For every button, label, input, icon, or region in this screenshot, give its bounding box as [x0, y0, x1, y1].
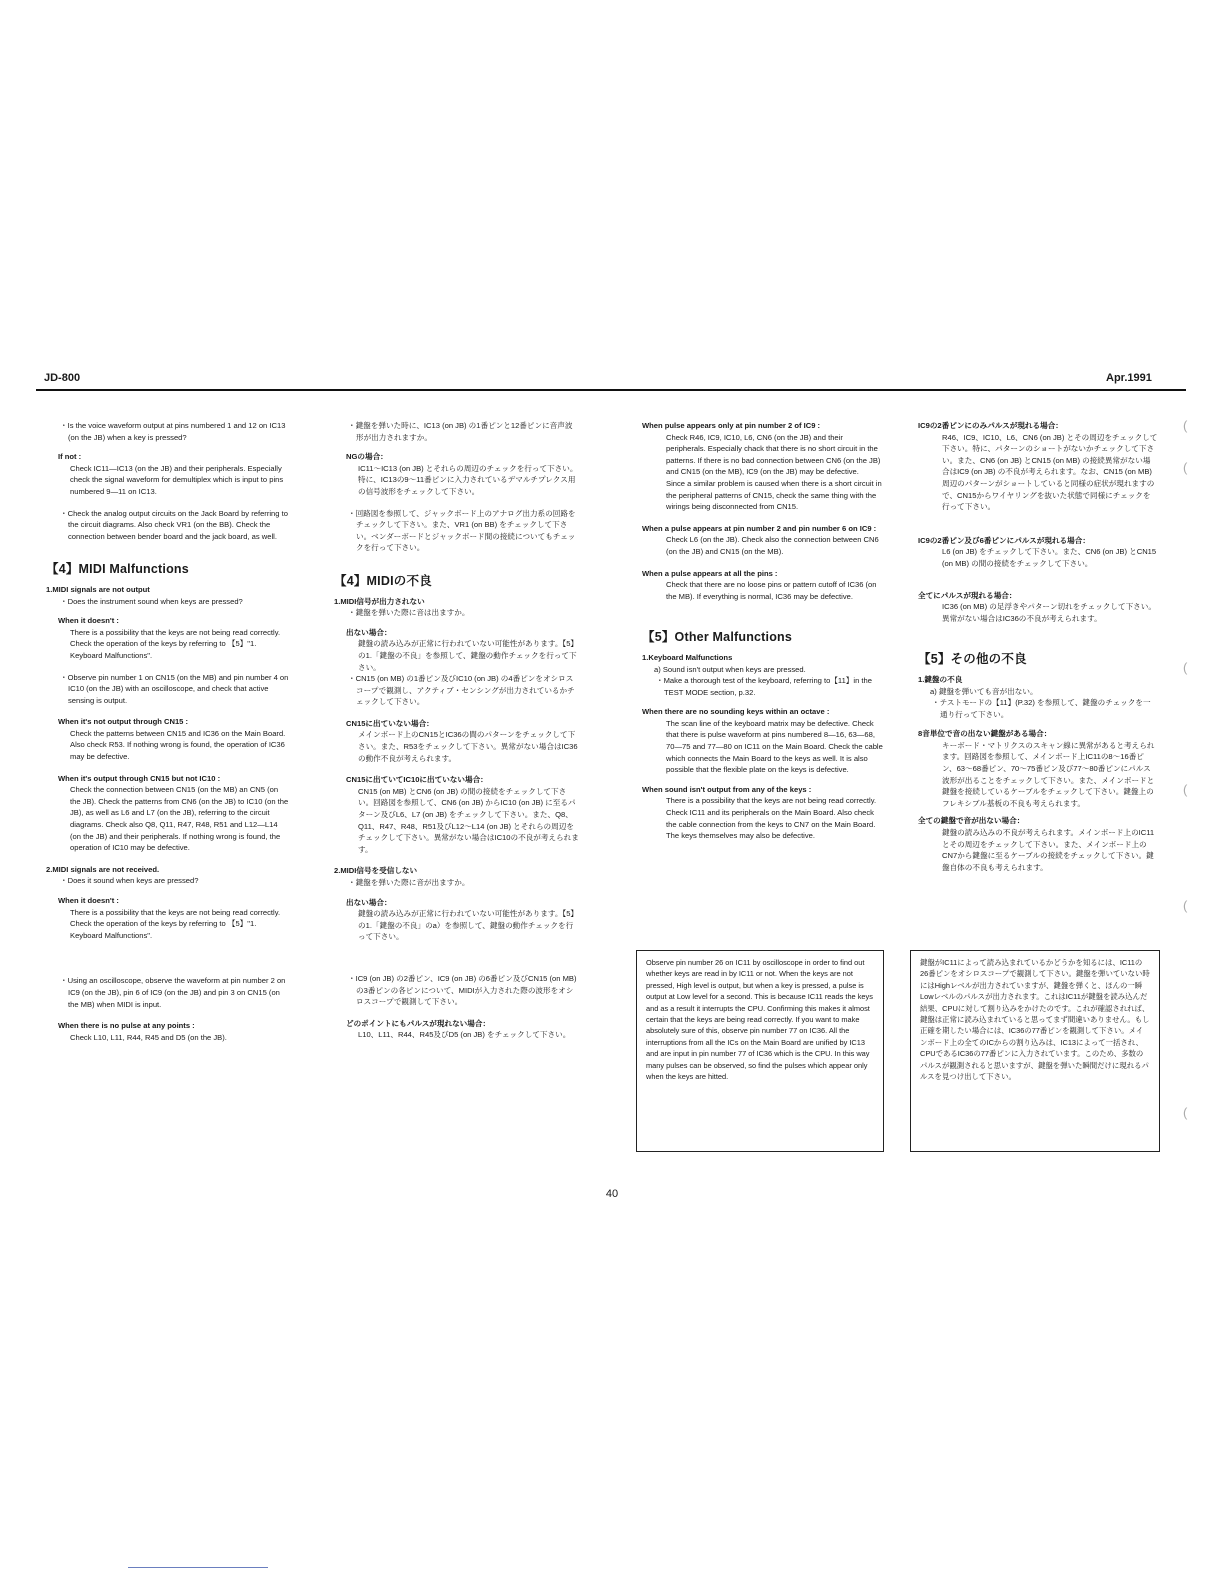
output-cn15-not-ic10-text-jp: CN15 (on MB) とCN6 (on JB) の間の接続をチェックして下さい。回路図を参照して、CN6 (on JB) からIC10 (on JB) に至るパターン及びL6、L7 (on JB) をチェックして下さい。また、Q8、Q11、R47、R48、R51及びL12〜L14 (on JB) とそれらの周辺をチェックして下さい。異常がない場合はIC10の不良が考えられます。 — [358, 786, 579, 854]
section-title-midi-jp: 【4】MIDIの不良 — [334, 573, 432, 588]
midi-not-received-title-jp: 2.MIDI信号を受信しない — [334, 866, 418, 876]
observe-pin-text-jp: ・CN15 (on MB) の1番ピン及びIC10 (on JB) の4番ピンをオシロスコープで観測し、アクティブ・センシングが出力されているかチェックして下さい。 — [348, 674, 575, 707]
keyboard-malfunctions-title: 1.Keyboard Malfunctions — [642, 652, 733, 662]
check-analog-output-jp: ・回路図を参照して、ジャックボード上のアナログ出力系の回路をチェックして下さい。また、VR1 (on BB) をチェックして下さい。ベンダーボードとジャックボード間の接続についてもチェックを行って下さい。 — [348, 508, 576, 553]
manual-date: Apr.1991 — [1106, 372, 1152, 384]
column-japanese-other — [918, 420, 1158, 873]
when-it-doesnt-heading-2: When it doesn't : — [58, 896, 119, 905]
when-it-doesnt-text-2: There is a possibility that the keys are not being read correctly. Check the operation of the keys by referring to 【5】"1. Keyboard Malfunctions". — [70, 907, 281, 940]
no-sound-any-key-heading: When sound isn't output from any of the keys : — [642, 784, 812, 794]
no-sounding-octave-heading-jp: 8音単位で音の出ない鍵盤がある場合： — [918, 729, 1052, 739]
observe-pin-text: ・Observe pin number 1 on CN15 (on the MB) and pin number 4 on IC10 (on the JB) with an oscilloscope, and check that active sensing is output. — [60, 672, 289, 705]
pulse-all-heading: When a pulse appears at all the pins : — [642, 568, 778, 578]
keyboard-malfunctions-a: a) Sound isn't output when keys are pressed. — [654, 664, 806, 674]
midi-not-output-title: 1.MIDI signals are not output — [46, 584, 150, 594]
if-not-text: Check IC11—IC13 (on the JB) and their peripherals. Especially check the signal waveform for demultiplex which is input to pins numbered 9—11 on IC13. — [70, 463, 284, 496]
not-output-cn15-heading: When it's not output through CN15 : — [58, 717, 189, 727]
question-voice-waveform: ・Is the voice waveform output at pins numbered 1 and 12 on IC13 (on the JB) when a key is pressed? — [60, 421, 286, 442]
manual-model: JD-800 — [44, 372, 81, 384]
no-sound-any-key-heading-jp: 全ての鍵盤で音が出ない場合： — [918, 816, 1025, 826]
midi-not-output-question-jp: ・鍵盤を弾いた際に音は出ますか。 — [348, 608, 470, 618]
not-sound-heading-2-jp: 出ない場合： — [346, 897, 392, 907]
note-box-english: Observe pin number 26 on IC11 by oscilloscope in order to find out whether keys are read in by IC11 or not. When the keys are not pressed, High level is output, but when a key is pressed, a pulse is output at Low level for a second. This is because IC11 reads the keys and as a result it interrupts the CPU. Confirming this makes it almost certain that the keys are being read correctly. If you want to make absolutely sure of this, observe pin number 77 on IC36. All the interruptions from all the ICs on the Main Board are unified by IC13 and are input in pin number 77 of IC36 which is the CPU. In this way many pulses can be observed, so find the pulses which appear only when the keys are hitted. — [636, 950, 884, 1152]
ng-heading: NGの場合： — [346, 452, 388, 462]
oscilloscope-text-jp: ・IC9 (on JB) の2番ピン、IC9 (on JB) の6番ピン及びCN15 (on MB) の3番ピンの各ピンについて、MIDIが入力された際の波形をオシロスコープで観測して下さい。 — [348, 973, 577, 1007]
not-sound-text-2-jp: 鍵盤の読み込みが正常に行われていない可能性があります。【5】の1.「鍵盤の不良」のa）を参照して、鍵盤の動作チェックを行って下さい。 — [358, 909, 579, 942]
column-english-other — [642, 420, 884, 842]
midi-not-received-question: ・Does it sound when keys are pressed? — [60, 876, 199, 886]
pulse-pin2-6-heading-jp: IC9の2番ピン及び6番ピンにパルスが現れる場合： — [918, 535, 1090, 545]
not-output-cn15-text-jp: メインボード上のCN15とIC36の間のパターンをチェックして下さい。また、R53をチェックして下さい。異常がない場合はIC36の動作不良が考えられます。 — [358, 730, 578, 763]
section-title-other: 【5】Other Malfunctions — [642, 630, 793, 645]
pulse-pin2-6-text: Check L6 (on the JB). Check also the connection between CN6 (on the JB) and CN15 (on the MB). — [666, 535, 879, 556]
keyboard-malfunctions-a-jp: a) 鍵盤を弾いても音が出ない。 — [930, 686, 1038, 696]
no-pulse-heading: When there is no pulse at any points : — [58, 1021, 195, 1031]
keyboard-malfunctions-b: ・Make a thorough test of the keyboard, referring to【11】in the TEST MODE section, p.32. — [656, 676, 872, 697]
no-pulse-text: Check L10, L11, R44, R45 and D5 (on the JB). — [70, 1032, 227, 1042]
margin-mark: ( — [1183, 660, 1188, 675]
section-title-other-jp: 【5】その他の不良 — [918, 652, 1027, 667]
output-cn15-not-ic10-heading-jp: CN15に出ていてIC10に出ていない場合： — [346, 775, 488, 785]
not-sound-text-jp: 鍵盤の読み込みが正常に行われていない可能性があります。【5】の1.「鍵盤の不良」を参照して、鍵盤の動作チェックを行って下さい。 — [358, 639, 579, 672]
column-japanese-midi — [334, 420, 580, 1041]
pulse-pin2-heading-jp: IC9の2番ピンにのみパルスが現れる場合： — [918, 421, 1063, 430]
margin-mark: ( — [1183, 782, 1188, 797]
ng-text: IC11〜IC13 (on JB) とそれらの周辺のチェックを行って下さい。特に、IC13の9〜11番ピンに入力されているデマルチプレクス用の信号波形をチェックして下さい。 — [358, 463, 578, 496]
when-it-doesnt-text: There is a possibility that the keys are not being read correctly. Check the operation of the keys by referring to 【5】"1. Keyboard Malfunctions". — [70, 627, 281, 660]
header-rule — [36, 389, 1186, 391]
not-output-cn15-heading-jp: CN15に出ていない場合： — [346, 718, 434, 728]
midi-not-output-title-jp: 1.MIDI信号が出力されない — [334, 596, 425, 606]
footer-line — [128, 1567, 268, 1568]
margin-mark: ( — [1183, 898, 1188, 913]
margin-mark: ( — [1183, 1105, 1188, 1120]
output-cn15-not-ic10-heading: When it's output through CN15 but not IC10 : — [58, 773, 221, 783]
pulse-pin2-text-jp: R46、IC9、IC10、L6、CN6 (on JB) とその周辺をチェックして下さい。特に、パターンのショートがないかチェックして下さい。また、CN6 (on JB) とCN15 (on MB) の接続異常がない場合はIC9 (on JB) の不良が考えられます。なお、CN15 (on MB) 周辺のパターンがショートしていると同様の症状が現れますので、CN15からワイヤリングを抜いた状態で同様にチェックを行って下さい。 — [942, 432, 1158, 512]
output-cn15-not-ic10-text: Check the connection between CN15 (on the MB) an CN5 (on the JB). Check the patterns from CN6 (on the JB) to IC10 (on the JB), as well as L6 and L7 (on the JB), referring to the circuit diagrams. Check also Q8, Q11, R47, R48, R51 and L12—L14 (on the JB) and their peripherals. If nothing wrong is found, the operation of IC10 may be defective. — [70, 785, 289, 853]
pulse-all-heading-jp: 全てにパルスが現れる場合： — [918, 590, 1017, 600]
no-sounding-octave-text: The scan line of the keyboard matrix may be defective. Check that there is pulse waveform at pins numbered 8—16, 63—68, 70—75 and 77—80 on IC11 on the Main Board. Check the cable which connects the Main Board to the keys as well. It is also possible that the flexible plate on the keys is defective. — [666, 718, 883, 775]
pulse-all-text-jp: IC36 (on MB) の足浮きやパターン切れをチェックして下さい。異常がない場合はIC36の不良が考えられます。 — [942, 602, 1156, 623]
pulse-pin2-6-heading: When a pulse appears at pin number 2 and pin number 6 on IC9 : — [642, 523, 877, 533]
midi-not-received-title: 2.MIDI signals are not received. — [46, 864, 160, 874]
keyboard-malfunctions-b-jp: ・テストモードの【11】(P.32) を参照して、鍵盤のチェックを一通り行って下さい。 — [932, 698, 1151, 719]
check-analog-output: ・Check the analog output circuits on the Jack Board by referring to the circuit diagrams. Also check VR1 (on the BB). Check the connection between bender board and the jack board, as well. — [60, 508, 288, 541]
not-output-cn15-text: Check the patterns between CN15 and IC36 on the Main Board. Also check R53. If nothing wrong is found, the operation of IC36 may be defective. — [70, 728, 286, 762]
note-box-japanese: 鍵盤がIC11によって読み込まれているかどうかを知るには、IC11の26番ピンをオシロスコープで観測して下さい。鍵盤を弾いていない時にはHighレベルが出力されていますが、鍵盤を弾くと、ほんの一瞬Lowレベルのパルスが出力されます。これはIC11が鍵盤を読み込んだ結果、CPUに対して割り込みをかけたのです。これが確認されれば、鍵盤は正常に読み込まれていると思ってまず間違いありません。もし正確を期したい場合には、IC36の77番ピンを観測して下さい。メインボード上の全てのICからの割り込みは、IC13によって一括され、CPUであるIC36の77番ピンに入力されています。このため、多数のパルスが観測されると思いますが、鍵盤を弾いた瞬間だけに現れるパルスを見つけ出して下さい。 — [910, 950, 1160, 1152]
midi-not-output-question: ・Does the instrument sound when keys are pressed? — [60, 596, 243, 606]
no-sound-any-key-text-jp: 鍵盤の読み込みの不良が考えられます。メインボード上のIC11とその周辺をチェックして下さい。また、メインボード上のCN7から鍵盤に至るケーブルの接続をチェックして下さい。鍵盤自体の不良も考えられます。 — [942, 828, 1155, 872]
no-sounding-octave-text-jp: キーボード・マトリクスのスキャン線に異常があると考えられます。回路図を参照して、メインボード上IC11の8〜16番ピン、63〜68番ピン、70〜75番ピン及び77〜80番ピンにパルス波形が出ることをチェックして下さい。また、メインボードと鍵盤を接続しているケーブルをチェックして下さい。鍵盤上のフレキシブル基板の不良も考えられます。 — [942, 740, 1155, 808]
pulse-pin2-text-2: Since a similar problem is caused when there is a short circuit in the peripheral patterns of CN15, check the same thing with the wirings being disconnected from CN15. — [666, 478, 882, 512]
pulse-pin2-heading: When pulse appears only at pin number 2 of IC9 : — [642, 421, 821, 430]
midi-not-received-question-jp: ・鍵盤を弾いた際に音が出ますか。 — [348, 878, 470, 887]
not-sound-heading-jp: 出ない場合： — [346, 627, 392, 637]
margin-mark: ( — [1183, 460, 1188, 475]
no-pulse-text-jp: L10、L11、R44、R45及びD5 (on JB) をチェックして下さい。 — [358, 1030, 571, 1040]
keyboard-malfunctions-title-jp: 1.鍵盤の不良 — [918, 674, 963, 684]
pulse-all-text: Check that there are no loose pins or pattern cutoff of IC36 (on the MB). If everything is normal, IC36 may be defective. — [666, 580, 877, 601]
no-pulse-heading-jp: どのポイントにもパルスが現れない場合： — [346, 1018, 491, 1028]
pulse-pin2-text: Check R46, IC9, IC10, L6, CN6 (on the JB) and their peripherals. Especially chack that there is no short circuit in the patterns. If there is no bad connection between CN6 (on the JB) and CN15 (on the MB), IC9 (on the JB) may be defective. — [666, 432, 881, 477]
margin-mark: ( — [1183, 418, 1188, 433]
section-title-midi: 【4】MIDI Malfunctions — [46, 562, 189, 577]
if-not-heading: If not : — [58, 452, 82, 462]
page-number: 40 — [605, 1188, 619, 1200]
column-english-midi — [46, 420, 290, 1043]
pulse-pin2-6-text-jp: L6 (on JB) をチェックして下さい。また、CN6 (on JB) とCN15 (on MB) の間の接続をチェックして下さい。 — [942, 547, 1157, 568]
oscilloscope-text: ・Using an oscilloscope, observe the waveform at pin number 2 on IC9 (on the JB), pin 6 of IC9 (on the JB) and pin 3 on CN15 (on the MB) when MIDI is input. — [60, 976, 286, 1009]
no-sounding-octave-heading: When there are no sounding keys within an octave : — [642, 707, 830, 717]
no-sound-any-key-text: There is a possibility that the keys are not being read correctly. Check IC11 and its peripherals on the Main Board. Also check the cable connection from the keys to CN7 on the Main Board. The keys themselves may also be defective. — [666, 796, 877, 841]
question-voice-waveform-jp: ・鍵盤を弾いた時に、IC13 (on JB) の1番ピンと12番ピンに音声波形が出力されますか。 — [348, 421, 573, 442]
when-it-doesnt-heading: When it doesn't : — [58, 616, 119, 626]
